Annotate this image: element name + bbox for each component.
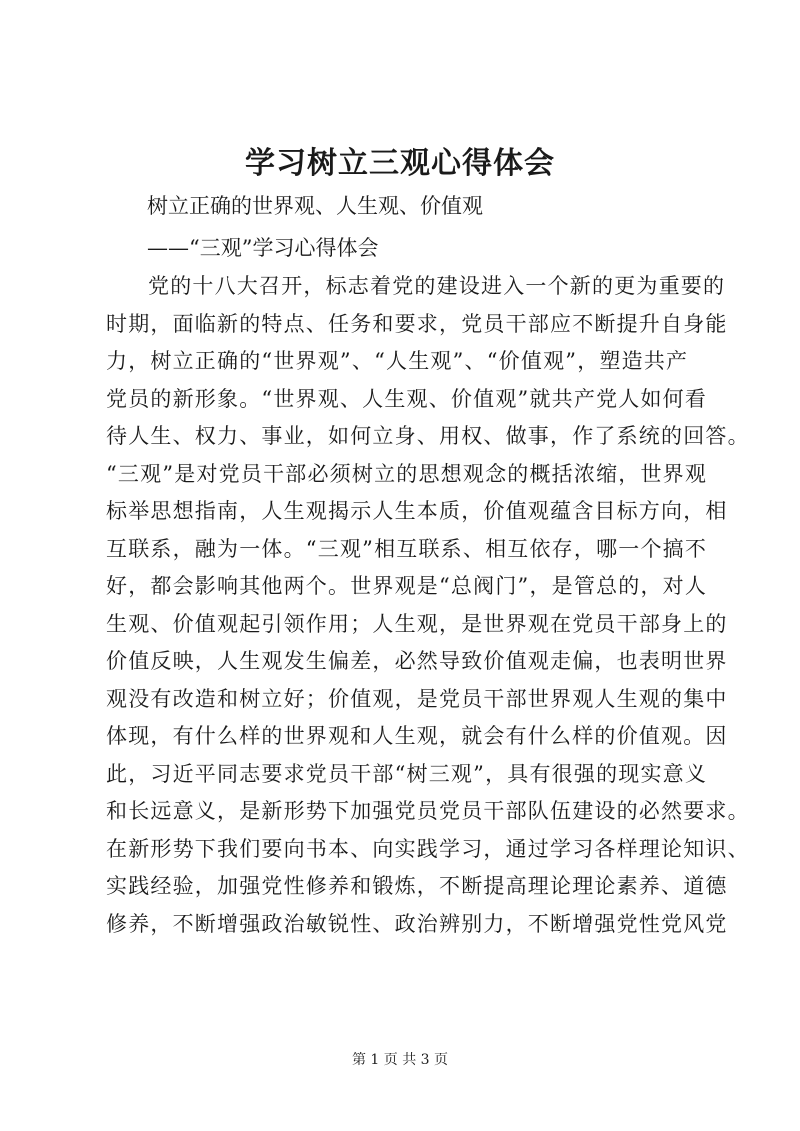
body-line: 和长远意义，是新形势下加强党员党员干部队伍建设的必然要求。: [106, 799, 750, 823]
body-line: 党员的新形象。“世界观、人生观、价值观”就共产党人如何看: [106, 386, 708, 411]
subtitle-line-1: 树立正确的世界观、人生观、价值观: [147, 194, 483, 218]
page-footer: 第 1 页 共 3 页: [351, 1052, 449, 1068]
body-line: 实践经验，加强党性修养和锻炼，不断提高理论理论素养、道德: [106, 874, 728, 898]
body-line: 党的十八大召开，标志着党的建设进入一个新的更为重要的: [148, 274, 726, 298]
body-line: 待人生、权力、事业，如何立身、用权、做事，作了系统的回答。: [106, 424, 750, 448]
body-paragraph: [106, 268, 750, 943]
body-line: 标举思想指南，人生观揭示人生本质，价值观蕴含目标方向，相: [106, 499, 728, 523]
body-line: “三观”是对党员干部必须树立的思想观念的概括浓缩，世界观: [106, 461, 708, 486]
body-line: 观没有改造和树立好；价值观，是党员干部世界观人生观的集中: [106, 686, 728, 711]
body-line: 生观、价值观起引领作用；人生观，是世界观在党员干部身上的: [106, 611, 728, 636]
body-line: 时期，面临新的特点、任务和要求，党员干部应不断提升自身能: [106, 311, 728, 336]
body-line: 体现，有什么样的世界观和人生观，就会有什么样的价值观。因: [106, 724, 728, 748]
body-line: 互联系，融为一体。“三观”相互联系、相互依存，哪一个搞不: [106, 536, 708, 561]
document-title: 学习树立三观心得体会: [245, 146, 555, 181]
body-line: 价值反映，人生观发生偏差，必然导致价值观走偏，也表明世界: [106, 649, 728, 673]
body-line: 力，树立正确的“世界观”、“人生观”、“价值观”，塑造共产: [106, 349, 689, 373]
body-line: 好，都会影响其他两个。世界观是“总阀门”，是管总的，对人: [106, 574, 708, 598]
body-line: 在新形势下我们要向书本、向实践学习，通过学习各样理论知识、: [106, 836, 750, 861]
body-line: 此，习近平同志要求党员干部“树三观”，具有很强的现实意义: [106, 761, 708, 786]
body-line: 修养，不断增强政治敏锐性、政治辨别力，不断增强党性党风党: [106, 911, 728, 936]
subtitle-line-2: ——“三观”学习心得体会: [147, 236, 379, 260]
